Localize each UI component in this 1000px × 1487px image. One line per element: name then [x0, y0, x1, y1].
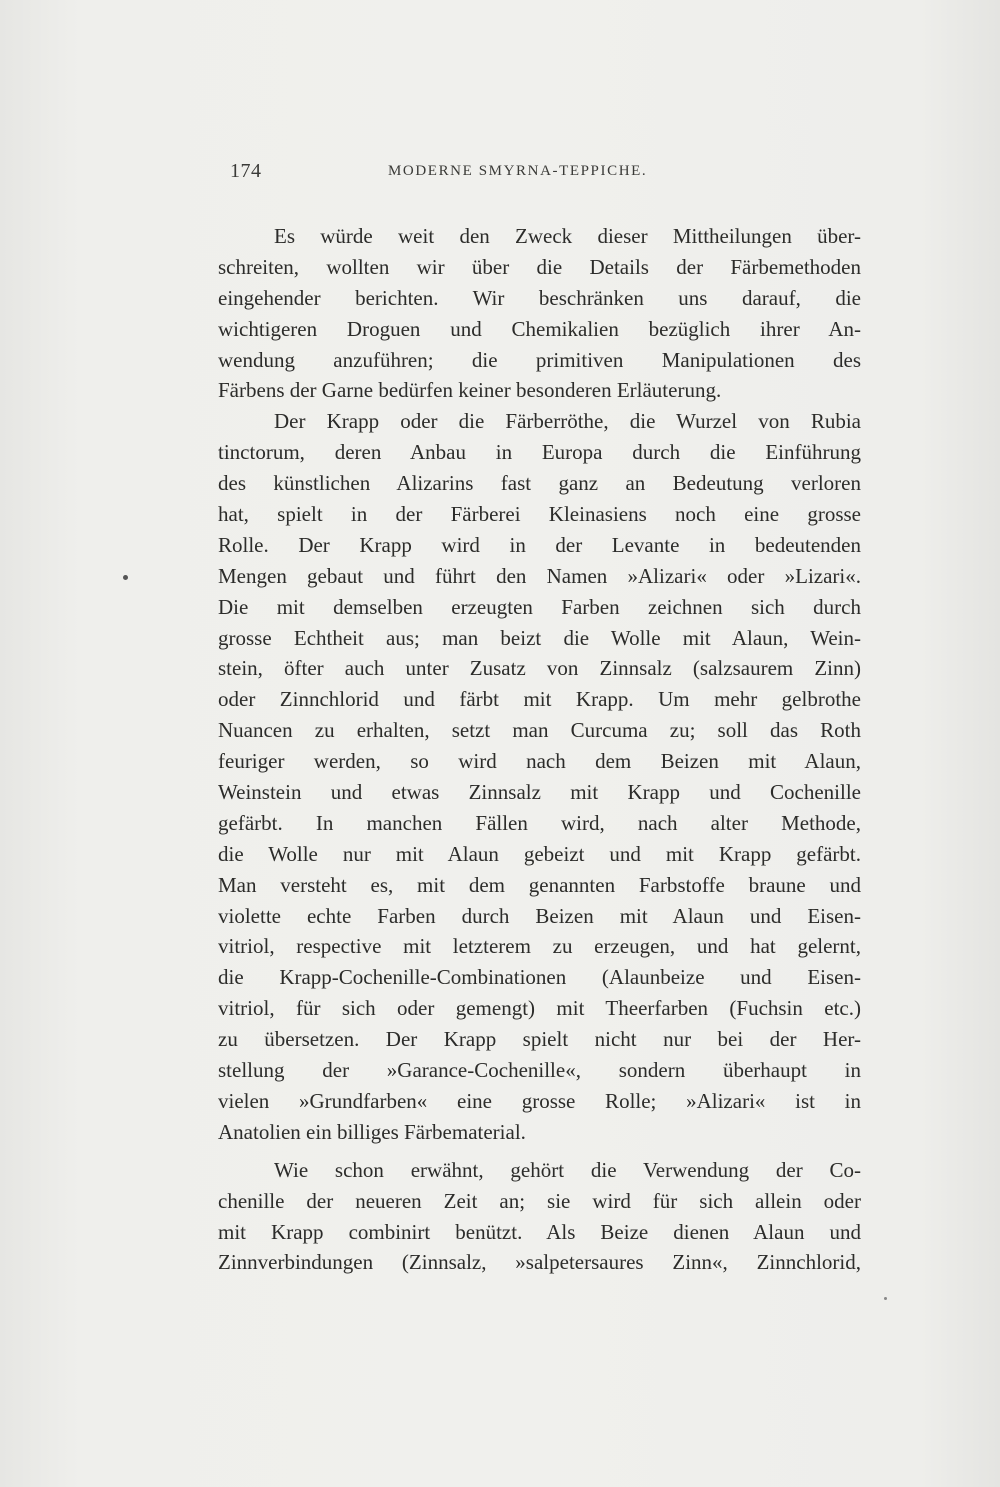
text-line: Anatolien ein billiges Färbematerial. [218, 1119, 526, 1144]
text-line: Mengen gebaut und führt den Namen »Alizari« oder »Lizari«. [218, 563, 861, 588]
ink-speck [123, 575, 128, 580]
page-number: 174 [230, 160, 262, 182]
text-line: die Wolle nur mit Alaun gebeizt und mit Krapp gefärbt. [218, 841, 861, 866]
text-line: eingehender berichten. Wir beschränken uns darauf, die [218, 285, 861, 310]
text-line: Weinstein und etwas Zinnsalz mit Krapp und Cochenille [218, 780, 861, 805]
text-line: Es würde weit den Zweck dieser Mittheilungen über- [274, 224, 861, 248]
text-line: wendung anzuführen; die primitiven Manipulationen des [218, 347, 861, 372]
text-line: violette echte Farben durch Beizen mit Alaun und Eisen- [218, 903, 861, 928]
text-line: gefärbt. In manchen Fällen wird, nach alter Methode, [218, 810, 861, 835]
text-line: chenille der neueren Zeit an; sie wird für sich allein oder [218, 1188, 861, 1213]
body-text [218, 221, 861, 1278]
text-line: schreiten, wollten wir über die Details der Färbemethoden [218, 254, 861, 279]
paragraph-gap [218, 1148, 861, 1155]
text-line: Die mit demselben erzeugten Farben zeichnen sich durch [218, 594, 861, 619]
text-line: Zinnverbindungen (Zinnsalz, »salpetersaures Zinn«, Zinnchlorid, [218, 1250, 861, 1275]
text-line: des künstlichen Alizarins fast ganz an Bedeutung verloren [218, 471, 861, 496]
text-line: stein, öfter auch unter Zusatz von Zinnsalz (salzsaurem Zinn) [218, 656, 861, 681]
page-header [230, 160, 700, 188]
text-line: Wie schon erwähnt, gehört die Verwendung der Co- [274, 1157, 861, 1182]
text-line: mit Krapp combinirt benützt. Als Beize dienen Alaun und [218, 1219, 861, 1244]
text-line: die Krapp-Cochenille-Combinationen (Alaunbeize und Eisen- [218, 965, 861, 990]
text-line: hat, spielt in der Färberei Kleinasiens noch eine grosse [218, 502, 861, 527]
text-line: stellung der »Garance-Cochenille«, sondern überhaupt in [218, 1058, 861, 1083]
text-line: Rolle. Der Krapp wird in der Levante in bedeutenden [218, 532, 861, 557]
text-line: zu übersetzen. Der Krapp spielt nicht nur bei der Her- [218, 1027, 861, 1052]
text-line: Der Krapp oder die Färberröthe, die Wurzel von Rubia [274, 409, 861, 434]
text-line: vitriol, respective mit letzterem zu erzeugen, und hat gelernt, [218, 934, 861, 959]
text-line: oder Zinnchlorid und färbt mit Krapp. Um mehr gelbrothe [218, 687, 861, 712]
text-line: wichtigeren Droguen und Chemikalien bezüglich ihrer An- [218, 316, 861, 341]
text-line: feuriger werden, so wird nach dem Beizen mit Alaun, [218, 749, 861, 774]
text-line: Färbens der Garne bedürfen keiner besonderen Erläuterung. [218, 378, 722, 403]
running-title: MODERNE SMYRNA-TEPPICHE. [388, 163, 648, 179]
text-line: grosse Echtheit aus; man beizt die Wolle mit Alaun, Wein- [218, 625, 861, 650]
text-line: vielen »Grundfarben« eine grosse Rolle; »Alizari« ist in [218, 1088, 861, 1113]
text-line: Man versteht es, mit dem genannten Farbstoffe braune und [218, 872, 861, 897]
text-line: vitriol, für sich oder gemengt) mit Theerfarben (Fuchsin etc.) [218, 996, 861, 1021]
text-line: Nuancen zu erhalten, setzt man Curcuma zu; soll das Roth [218, 718, 861, 743]
ink-speck [884, 1297, 887, 1300]
text-line: tinctorum, deren Anbau in Europa durch die Einführung [218, 440, 861, 465]
